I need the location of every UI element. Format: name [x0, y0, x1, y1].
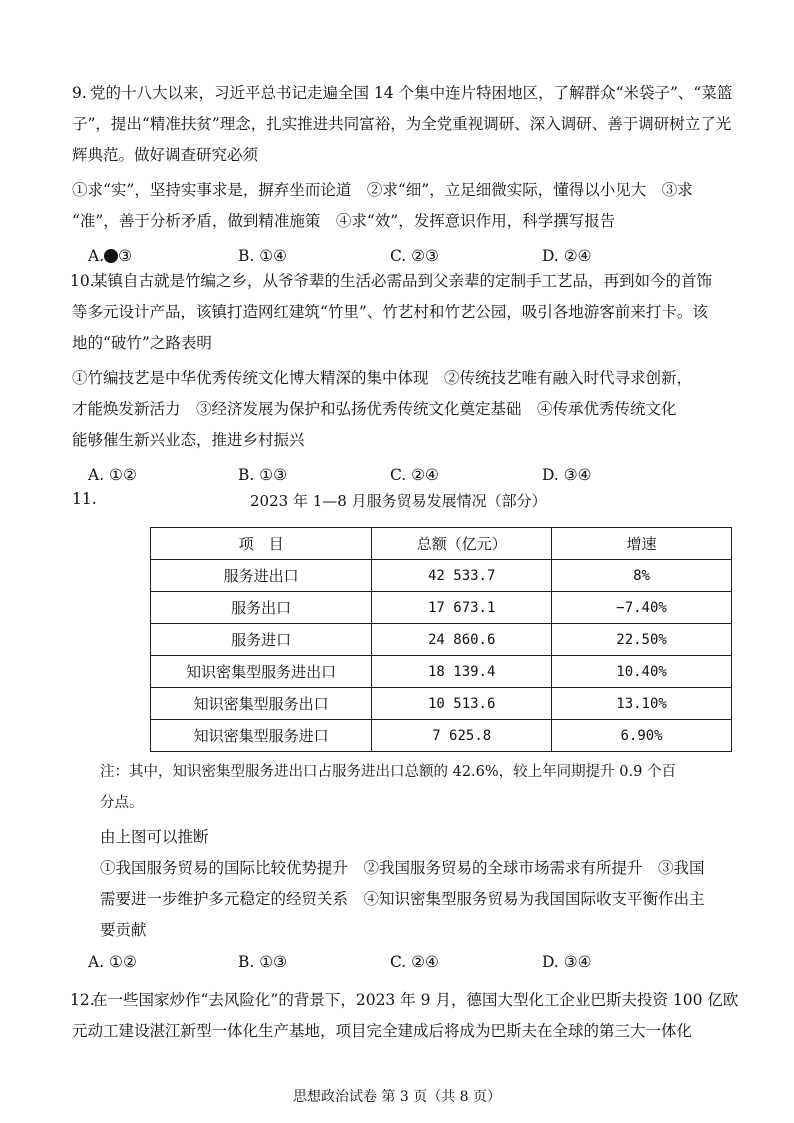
- statement-line: ①求“实”，坚持实事求是，摒弃坐而论道 ②求“细”，立足细微实际，懂得以小见大 ③求: [72, 181, 693, 199]
- stem-line: 辉典范。做好调查研究必须: [72, 146, 259, 164]
- note-line: 分点。: [100, 795, 144, 811]
- item-cell: 服务出口: [151, 592, 372, 624]
- question-10: [72, 266, 740, 491]
- table-row: [151, 560, 732, 592]
- column-header: 增速: [552, 528, 732, 560]
- stem-line: 等多元设计产品，该镇打造网红建筑“竹里”、竹艺村和竹艺公园，吸引各地游客前来打卡。该: [72, 303, 708, 321]
- option-c[interactable]: C. ②③: [390, 247, 439, 265]
- growth-cell: 22.50%: [552, 624, 732, 656]
- option-b[interactable]: B. ①④: [238, 247, 288, 265]
- option-a[interactable]: A. ①②: [88, 466, 137, 484]
- question-11-options: [88, 947, 738, 978]
- growth-cell: 13.10%: [552, 688, 732, 720]
- option-d[interactable]: D. ②④: [542, 247, 592, 265]
- amount-cell: 18 139.4: [372, 656, 552, 688]
- growth-cell: 10.40%: [552, 656, 732, 688]
- table-header-row: [151, 528, 732, 560]
- note-line: 注：其中，知识密集型服务进出口占服务进出口总额的 42.6%，较上年同期提升 0.9 个百: [100, 764, 676, 780]
- growth-cell: 6.90%: [552, 720, 732, 752]
- option-c[interactable]: C. ②④: [390, 466, 439, 484]
- question-number: 11.: [72, 490, 97, 508]
- question-11-body: [100, 822, 740, 946]
- statement-line: ①竹编技艺是中华优秀传统文化博大精深的集中体现 ②传统技艺唯有融入时代寻求创新，: [72, 369, 693, 387]
- question-number: 10.: [70, 272, 95, 290]
- question-number: 12.: [70, 991, 95, 1009]
- column-header: 项 目: [151, 528, 372, 560]
- growth-cell: 8%: [552, 560, 732, 592]
- stem-line: 地的“破竹”之路表明: [72, 334, 212, 352]
- option-a[interactable]: A. ①②: [88, 953, 137, 971]
- table-row: [151, 656, 732, 688]
- page-footer: 思想政治试卷 第 3 页（共 8 页）: [292, 1089, 502, 1105]
- stem-line: 在一些国家炒作“去风险化”的背景下，2023 年 9 月，德国大型化工企业巴斯夫投资 100 亿欧: [92, 991, 739, 1009]
- stem-line: 某镇自古就是竹编之乡，从爷爷辈的生活必需品到父亲辈的定制手工艺品，再到如今的首饰: [92, 272, 713, 290]
- stem-line: 元动工建设湛江新型一体化生产基地，项目完全建成后将成为巴斯夫在全球的第三大一体化: [72, 1022, 693, 1040]
- table-row: [151, 720, 732, 752]
- amount-cell: 7 625.8: [372, 720, 552, 752]
- question-number: 9.: [72, 84, 87, 102]
- statement-line: 能够催生新兴业态，推进乡村振兴: [72, 431, 305, 449]
- option-b[interactable]: B. ①③: [238, 953, 288, 971]
- item-cell: 服务进口: [151, 624, 372, 656]
- table-title: 2023 年 1—8 月服务贸易发展情况（部分）: [250, 492, 547, 510]
- option-d[interactable]: D. ③④: [542, 466, 592, 484]
- statement-line: “准”，善于分析矛盾，做到精准施策 ④求“效”，发挥意识作用，科学撰写报告: [72, 212, 616, 230]
- item-cell: 知识密集型服务进出口: [151, 656, 372, 688]
- item-cell: 服务进出口: [151, 560, 372, 592]
- options-row: [88, 947, 738, 978]
- statement-line: 才能焕发新活力 ③经济发展为保护和弘扬优秀传统文化奠定基础 ④传承优秀传统文化: [72, 400, 677, 418]
- question-prompt: 由上图可以推断: [100, 828, 209, 846]
- option-d[interactable]: D. ③④: [542, 953, 592, 971]
- column-header: 总额（亿元）: [372, 528, 552, 560]
- question-12: [72, 985, 740, 1047]
- filled-circle-icon: [104, 249, 118, 263]
- amount-cell: 17 673.1: [372, 592, 552, 624]
- table-row: [151, 592, 732, 624]
- stem-line: 子”，提出“精准扶贫”理念，扎实推进共同富裕，为全党重视调研、深入调研、善于调研树立了光: [72, 115, 732, 133]
- table-note: [100, 757, 740, 819]
- stem-line: 党的十八大以来，习近平总书记走遍全国 14 个集中连片特困地区，了解群众“米袋子”、“菜篮: [90, 84, 733, 102]
- table-row: [151, 624, 732, 656]
- statement-line: 需要进一步维护多元稳定的经贸关系 ④知识密集型服务贸易为我国国际收支平衡作出主: [100, 890, 705, 908]
- amount-cell: 10 513.6: [372, 688, 552, 720]
- trade-table: [150, 527, 732, 752]
- statement-line: 要贡献: [100, 921, 147, 939]
- options-row: [72, 460, 740, 491]
- table-row: [151, 688, 732, 720]
- question-9: [72, 78, 740, 272]
- option-c[interactable]: C. ②④: [390, 953, 439, 971]
- option-a[interactable]: A. ③: [88, 247, 133, 265]
- statement-line: ①我国服务贸易的国际比较优势提升 ②我国服务贸易的全球市场需求有所提升 ③我国: [100, 859, 705, 877]
- item-cell: 知识密集型服务进口: [151, 720, 372, 752]
- option-b[interactable]: B. ①③: [238, 466, 288, 484]
- growth-cell: −7.40%: [552, 592, 732, 624]
- amount-cell: 24 860.6: [372, 624, 552, 656]
- amount-cell: 42 533.7: [372, 560, 552, 592]
- item-cell: 知识密集型服务出口: [151, 688, 372, 720]
